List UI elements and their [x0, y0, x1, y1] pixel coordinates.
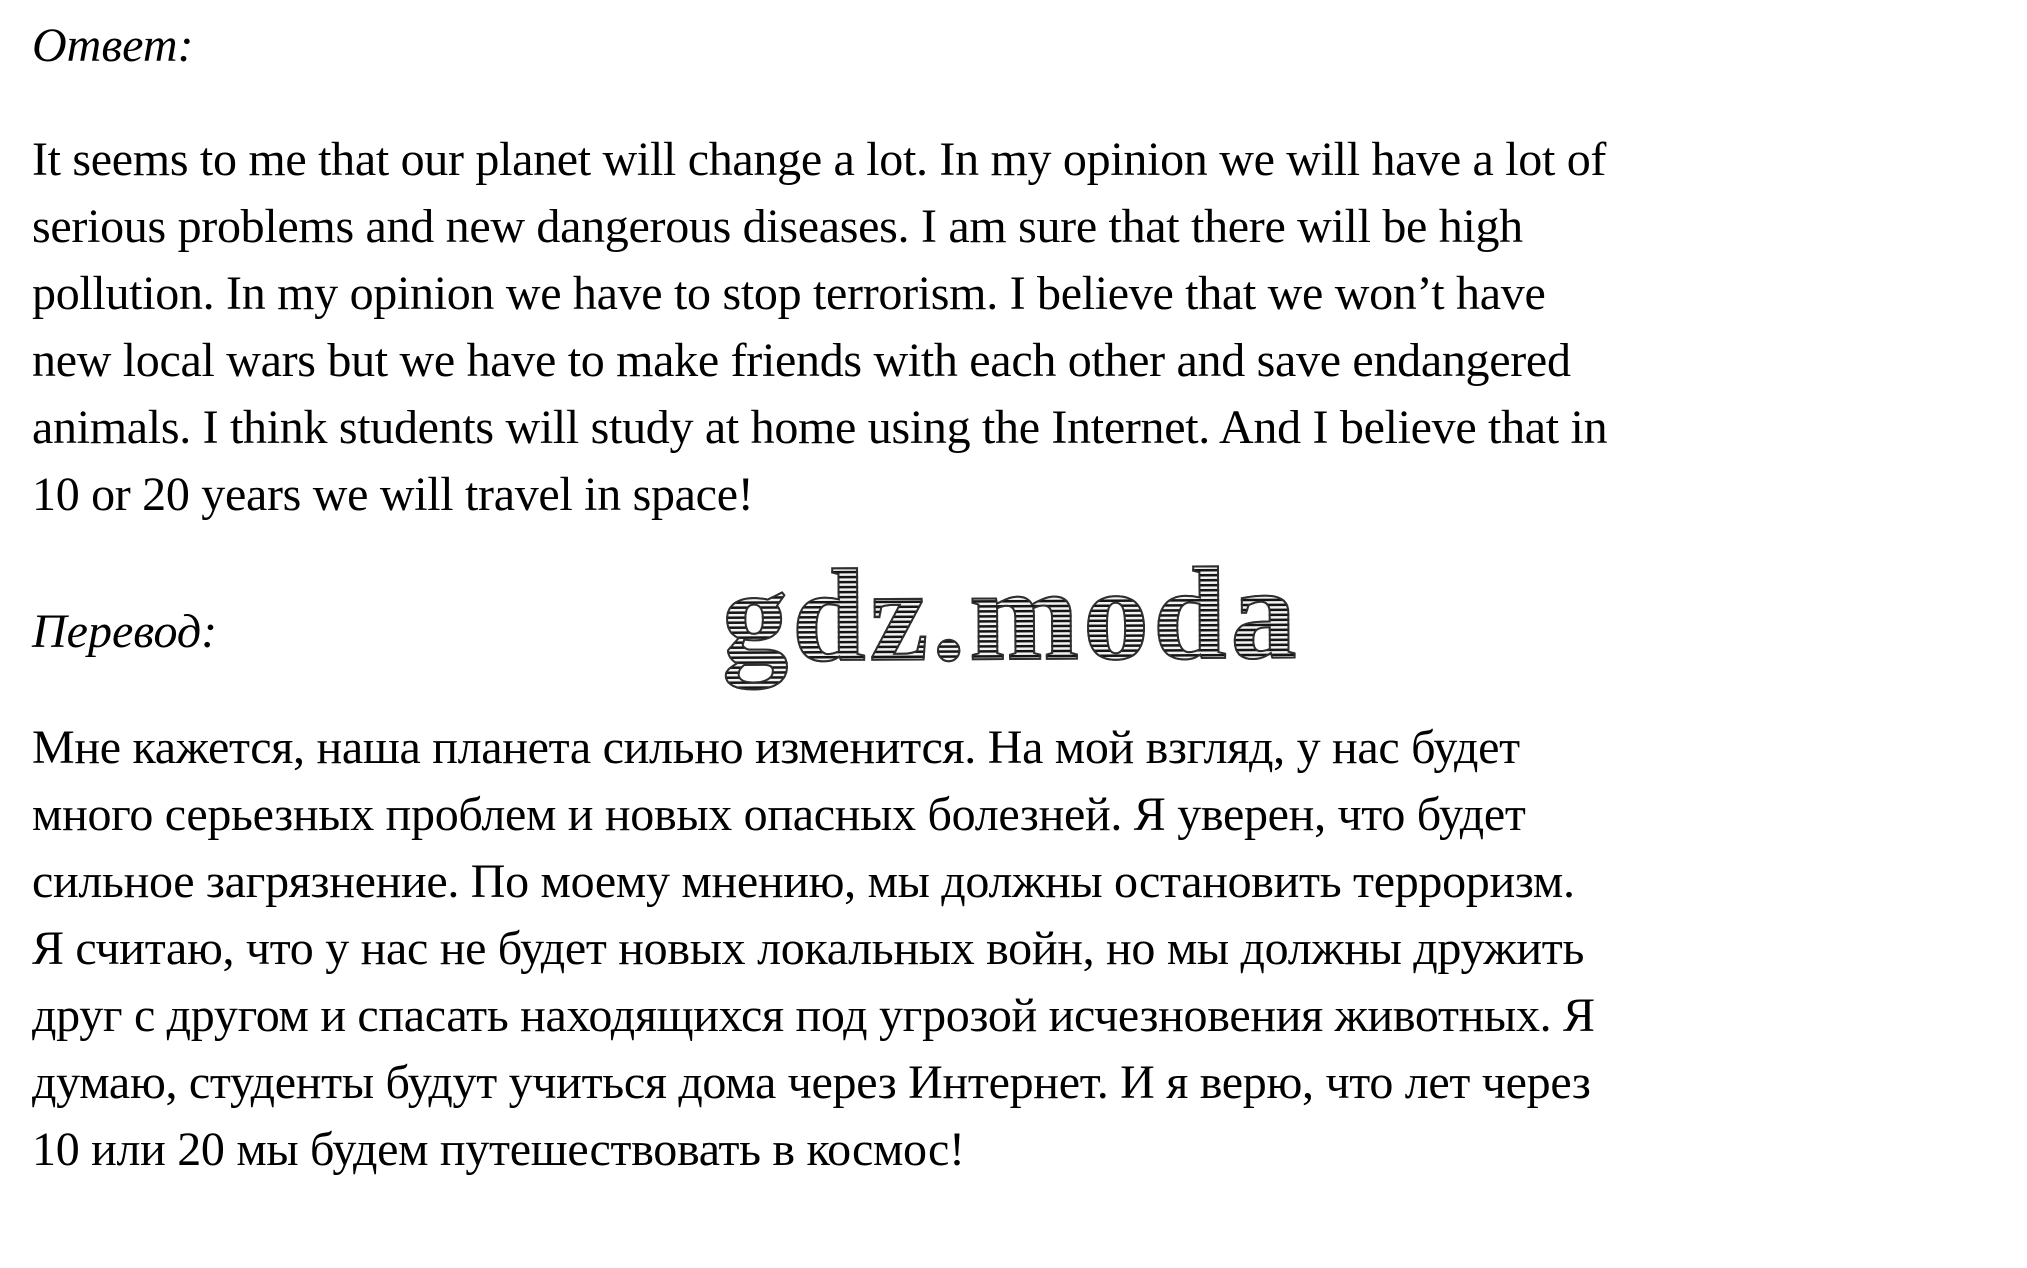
translation-heading: Перевод:	[32, 605, 218, 658]
english-paragraph	[32, 126, 2007, 528]
russian-line: сильное загрязнение. По моему мнению, мы должны остановить терроризм.	[32, 855, 1575, 908]
english-line: 10 or 20 years we will travel in space!	[32, 468, 754, 521]
answer-heading: Ответ:	[32, 19, 194, 72]
russian-paragraph	[32, 714, 2007, 1183]
russian-line: много серьезных проблем и новых опасных болезней. Я уверен, что будет	[32, 788, 1526, 841]
russian-line: 10 или 20 мы будем путешествовать в космос!	[32, 1123, 965, 1176]
english-line: It seems to me that our planet will change a lot. In my opinion we will have a lot of	[32, 133, 1607, 186]
russian-line: Я считаю, что у нас не будет новых локальных войн, но мы должны дружить	[32, 922, 1585, 975]
russian-line: Мне кажется, наша планета сильно изменится. На мой взгляд, у нас будет	[32, 721, 1520, 774]
english-line: animals. I think students will study at home using the Internet. And I believe that in	[32, 401, 1608, 454]
gdz-moda-watermark: gdz.moda	[721, 539, 1301, 690]
english-line: new local wars but we have to make friends with each other and save endangered	[32, 334, 1571, 387]
russian-line: друг с другом и спасать находящихся под угрозой исчезновения животных. Я	[32, 989, 1595, 1042]
russian-line: думаю, студенты будут учиться дома через Интернет. И я верю, что лет через	[32, 1056, 1591, 1109]
english-line: serious problems and new dangerous diseases. I am sure that there will be high	[32, 200, 1523, 253]
english-line: pollution. In my opinion we have to stop terrorism. I believe that we won’t have	[32, 267, 1546, 320]
